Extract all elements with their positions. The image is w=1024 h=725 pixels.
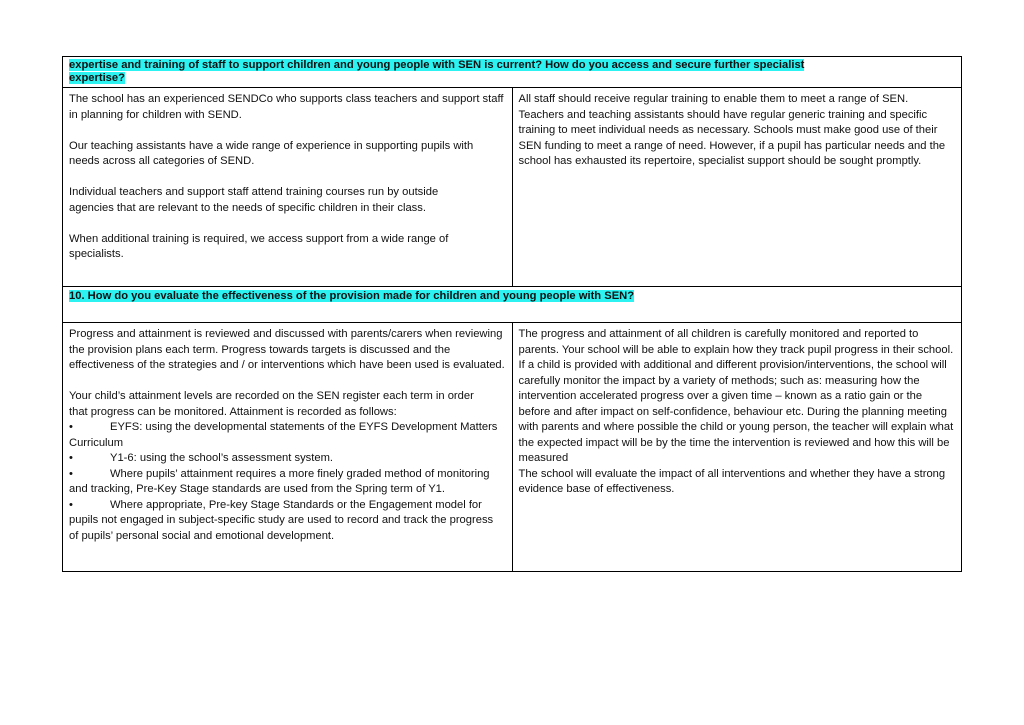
q9-heading xyxy=(69,59,955,85)
q9-left-paragraph: When additional training is required, we access support from a wide range of specialists. xyxy=(69,232,449,260)
q10-heading xyxy=(69,290,955,303)
q10-left-intro: Progress and attainment is reviewed and discussed with parents/carers when reviewing the provision plans each term. Progress towards targets is discussed and the effectiveness of the strategies and / or interventions which have been used is evaluated. xyxy=(69,328,505,371)
q10-heading-cell xyxy=(63,287,962,323)
q10-left-second: Your child’s attainment levels are recorded on the SEN register each term in order that progress can be monitored. Attainment is recorded as follows: xyxy=(69,390,474,418)
list-item: • Where pupils’ attainment requires a more finely graded method of monitoring and tracking, Pre-Key Stage standards are used from the Spring term of Y1. xyxy=(69,467,490,495)
q10-heading-row xyxy=(63,287,962,323)
q10-heading-text: 10. How do you evaluate the effectiveness of the provision made for children and young people with SEN? xyxy=(69,290,635,302)
q10-school-response-cell xyxy=(63,323,513,572)
q9-heading-cell xyxy=(63,57,962,88)
q9-guidance-cell xyxy=(512,88,962,287)
list-item: • Where appropriate, Pre-key Stage Standards or the Engagement model for pupils not engaged in subject-specific study are used to record and track the progress of pupils’ personal social and emotional development. xyxy=(69,498,494,542)
q9-heading-line1: expertise and training of staff to support children and young people with SEN is current? How do you access and secure further specialist xyxy=(69,59,805,71)
q9-heading-row xyxy=(63,57,962,88)
list-item: • Y1-6: using the school’s assessment system. xyxy=(69,452,334,464)
q10-right-final: The school will evaluate the impact of all interventions and whether they have a strong evidence base of effectiveness. xyxy=(518,467,946,495)
list-item: • EYFS: using the developmental statements of the EYFS Development Matters Curriculum xyxy=(69,421,498,449)
q9-body-row xyxy=(63,88,962,287)
q10-right-main: The progress and attainment of all children is carefully monitored and reported to parents. Your school will be able to explain how they track pupil progress in their school. If a child is provided with additional and different provision/interventions, the school will carefully monitor the impact by a variety of methods; such as: measuring how the intervention accelerated progress over a given time – known as a ratio gain or the before and after impact on self-confidence, behaviour etc. During the planning meeting with parents and where possible the child or young person, the teacher will explain what the expected impact will be by the time the intervention is reviewed and how this will be measured xyxy=(518,328,954,464)
q9-left-paragraph: The school has an experienced SENDCo who supports class teachers and support staff in planning for children with SEND. xyxy=(69,93,504,121)
q9-left-paragraph: Individual teachers and support staff attend training courses run by outside agencies that are relevant to the needs of specific children in their class. xyxy=(69,186,439,214)
q9-school-response-cell xyxy=(63,88,513,287)
q9-right-paragraph: All staff should receive regular training to enable them to meet a range of SEN. Teachers and teaching assistants should have regular generic training and specific training to meet individual needs as necessary. Schools must make good use of their SEN funding to meet a range of need. However, if a pupil has particular needs and the school has exhausted its repertoire, specialist support should be sought promptly. xyxy=(518,93,946,167)
q9-heading-line2: expertise? xyxy=(69,72,125,84)
q10-bullet-list xyxy=(69,420,506,544)
q10-guidance-cell xyxy=(512,323,962,572)
q10-body-row xyxy=(63,323,962,572)
sen-information-table xyxy=(62,56,962,572)
document-page xyxy=(62,56,962,572)
q9-left-paragraph: Our teaching assistants have a wide range of experience in supporting pupils with needs across all categories of SEND. xyxy=(69,139,474,167)
